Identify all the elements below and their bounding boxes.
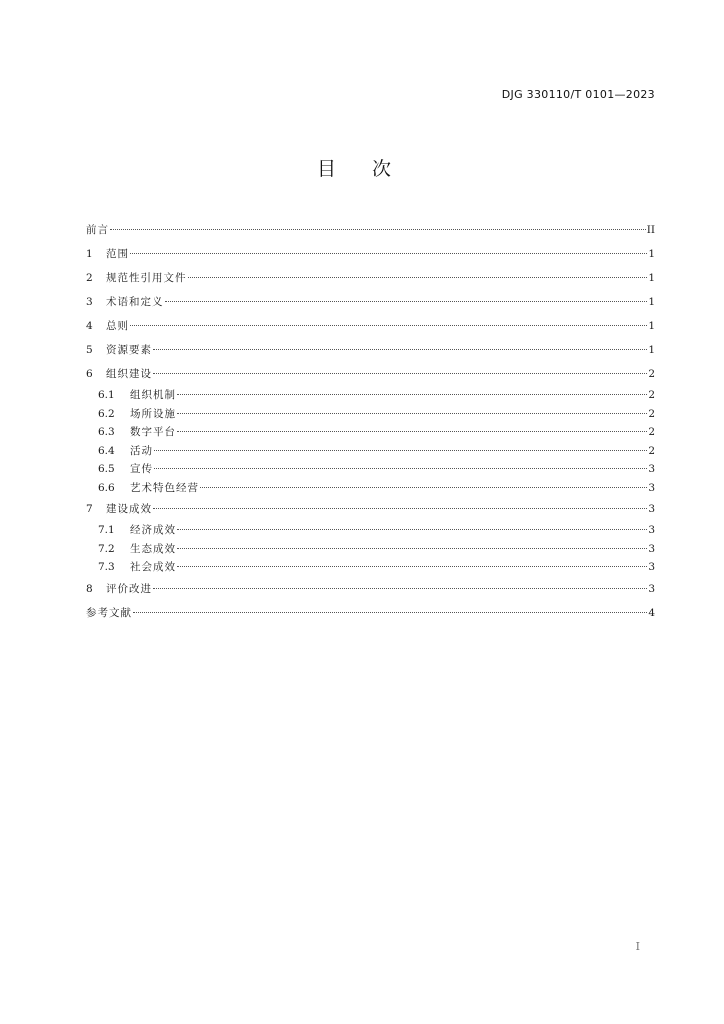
toc-entry-page: 1 — [648, 320, 655, 332]
document-code: DJG 330110/T 0101—2023 — [501, 88, 655, 101]
toc-dot-leader — [165, 301, 648, 302]
toc-entry[interactable] — [86, 479, 655, 498]
toc-dot-leader — [177, 394, 647, 395]
toc-entry-number: 2 — [86, 272, 93, 284]
toc-entry[interactable] — [86, 314, 655, 338]
toc-entry[interactable] — [86, 290, 655, 314]
toc-dot-leader — [153, 349, 647, 350]
toc-dot-leader — [154, 468, 647, 469]
toc-entry-number: 6.5 — [98, 463, 115, 475]
toc-entry-number: 3 — [86, 296, 93, 308]
toc-entry-label: 术语和定义 — [106, 296, 164, 308]
toc-entry-page: 2 — [648, 444, 655, 457]
toc-entry-label: 社会成效 — [130, 561, 176, 573]
toc-entry[interactable] — [86, 497, 655, 521]
toc-dot-leader — [153, 508, 647, 509]
toc-entry-label: 数字平台 — [130, 426, 176, 438]
toc-entry-number: 7.3 — [98, 561, 115, 573]
toc-dot-leader — [177, 413, 647, 414]
toc-entry-label: 艺术特色经营 — [130, 481, 199, 494]
toc-entry-page: 3 — [648, 582, 655, 595]
toc-entry-number: 1 — [86, 248, 93, 260]
toc-entry-label: 总则 — [106, 320, 129, 332]
toc-entry-number: 6.1 — [98, 389, 115, 401]
toc-entry-label: 评价改进 — [106, 582, 152, 595]
table-of-contents — [86, 218, 655, 625]
toc-entry[interactable] — [86, 442, 655, 461]
toc-entry-number: 6.2 — [98, 407, 115, 420]
toc-entry[interactable] — [86, 266, 655, 290]
toc-entry-label: 宣传 — [130, 463, 153, 475]
toc-entry[interactable] — [86, 423, 655, 442]
toc-entry[interactable] — [86, 460, 655, 479]
toc-dot-leader — [130, 253, 647, 254]
toc-entry-label: 生态成效 — [130, 542, 176, 555]
toc-dot-leader — [200, 487, 647, 488]
toc-entry-number: 7.1 — [98, 524, 115, 536]
toc-entry-label: 活动 — [130, 444, 153, 457]
toc-dot-leader — [177, 548, 647, 549]
toc-entry-page: 4 — [648, 606, 655, 619]
toc-entry-number: 6 — [86, 368, 93, 380]
toc-entry-number: 5 — [86, 344, 93, 356]
toc-title: 目次 — [316, 158, 427, 180]
toc-entry-number: 7 — [86, 503, 93, 515]
toc-entry-page: 1 — [648, 344, 655, 356]
page-number: I — [635, 940, 640, 953]
toc-entry-page: II — [646, 224, 655, 236]
toc-entry[interactable] — [86, 338, 655, 362]
toc-entry[interactable] — [86, 601, 655, 625]
toc-entry-label: 资源要素 — [106, 344, 152, 356]
toc-entry-label: 规范性引用文件 — [106, 272, 187, 284]
toc-entry-number: 6.3 — [98, 426, 115, 438]
toc-entry-number: 6.4 — [98, 444, 115, 457]
toc-entry-page: 3 — [648, 561, 655, 573]
toc-entry-number: 6.6 — [98, 481, 115, 494]
toc-entry-label: 前言 — [86, 224, 109, 236]
toc-entry-page: 1 — [648, 248, 655, 260]
toc-entry-label: 参考文献 — [86, 606, 132, 619]
toc-entry-number: 7.2 — [98, 542, 115, 555]
toc-dot-leader — [130, 325, 647, 326]
toc-entry[interactable] — [86, 577, 655, 601]
toc-entry-page: 2 — [648, 426, 655, 438]
toc-dot-leader — [110, 229, 646, 230]
toc-entry-page: 3 — [648, 463, 655, 475]
toc-entry-number: 4 — [86, 320, 93, 332]
toc-dot-leader — [133, 612, 647, 613]
toc-entry[interactable] — [86, 218, 655, 242]
toc-entry-page: 3 — [648, 481, 655, 494]
toc-entry-number: 8 — [86, 582, 93, 595]
toc-entry-page: 3 — [648, 503, 655, 515]
toc-entry[interactable] — [86, 405, 655, 424]
toc-entry[interactable] — [86, 540, 655, 559]
toc-entry[interactable] — [86, 362, 655, 386]
toc-entry-page: 1 — [648, 296, 655, 308]
toc-dot-leader — [153, 588, 647, 589]
toc-dot-leader — [154, 450, 647, 451]
toc-entry-page: 2 — [648, 368, 655, 380]
toc-entry-page: 3 — [648, 542, 655, 555]
toc-entry-page: 1 — [648, 272, 655, 284]
toc-entry-label: 范围 — [106, 248, 129, 260]
toc-entry-label: 组织建设 — [106, 368, 152, 380]
toc-entry[interactable] — [86, 558, 655, 577]
toc-entry[interactable] — [86, 386, 655, 405]
toc-entry-page: 2 — [648, 407, 655, 420]
toc-entry[interactable] — [86, 521, 655, 540]
toc-entry-label: 场所设施 — [130, 407, 176, 420]
toc-entry[interactable] — [86, 242, 655, 266]
toc-dot-leader — [177, 529, 647, 530]
toc-entry-page: 2 — [648, 389, 655, 401]
toc-entry-label: 组织机制 — [130, 389, 176, 401]
toc-entry-label: 建设成效 — [106, 503, 152, 515]
toc-dot-leader — [188, 277, 648, 278]
toc-dot-leader — [177, 566, 647, 567]
toc-dot-leader — [153, 373, 647, 374]
toc-entry-label: 经济成效 — [130, 524, 176, 536]
toc-dot-leader — [177, 431, 647, 432]
toc-entry-page: 3 — [648, 524, 655, 536]
